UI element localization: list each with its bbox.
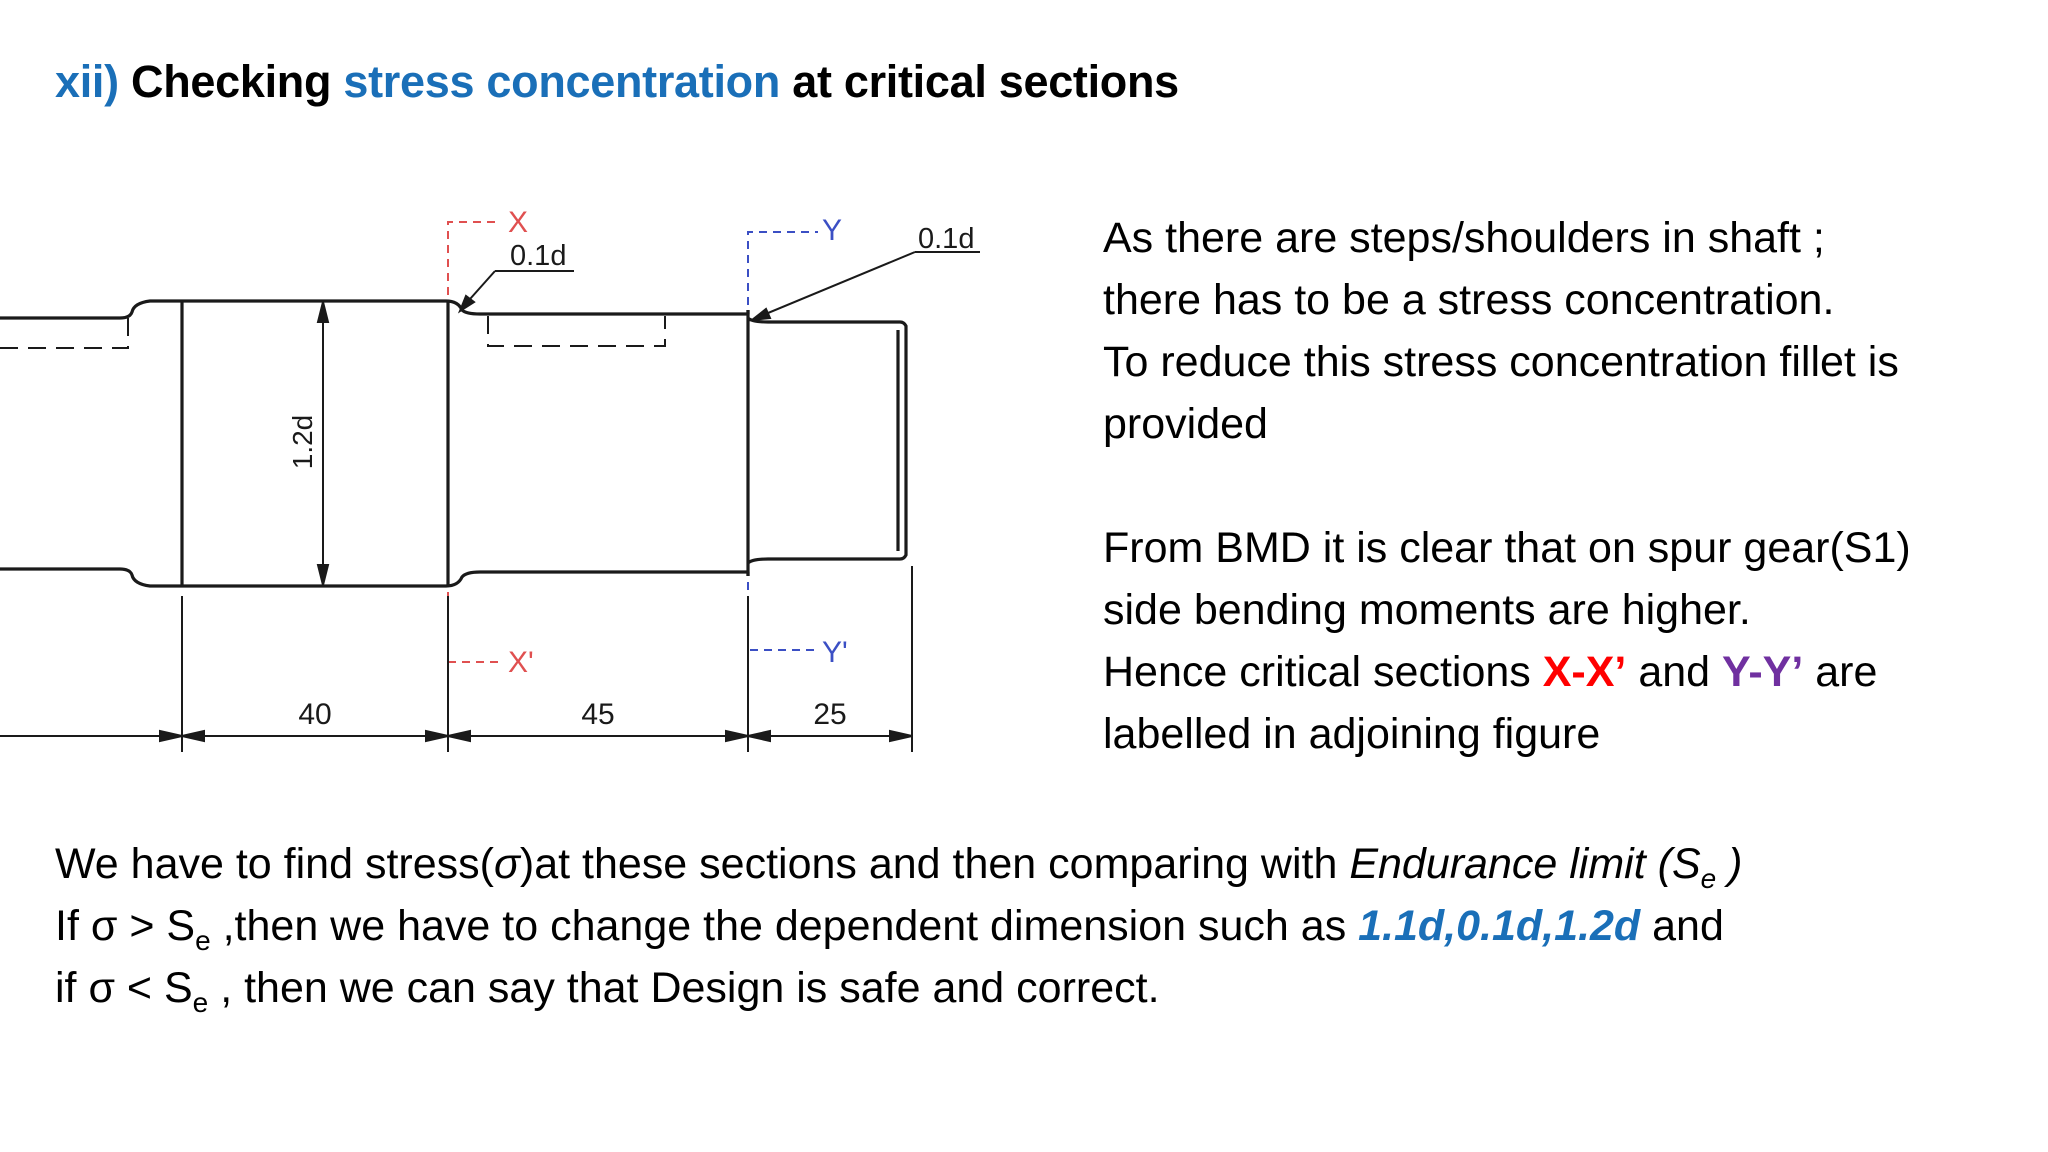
explanation-line: provided <box>1103 400 1268 448</box>
section-x-name: X-X’ <box>1542 648 1627 696</box>
explanation-text <box>1103 207 2033 765</box>
critical-post: are <box>1803 648 1878 696</box>
dimension-25: 25 <box>813 698 847 731</box>
paragraph-gap <box>1103 455 2033 517</box>
section-x-bottom-label: X' <box>508 646 534 679</box>
text-span: ) <box>1716 840 1743 888</box>
fillet-x-label: 0.1d <box>510 240 567 272</box>
subscript-e: e <box>192 987 209 1018</box>
text-span: , then we can say that Design is safe and correct. <box>208 964 1160 1012</box>
text-span: and <box>1640 902 1724 950</box>
extension-lines <box>182 566 912 752</box>
diameter-dimension <box>318 302 328 585</box>
shaft-outline <box>0 301 906 586</box>
explanation-line: labelled in adjoining figure <box>1103 710 1601 758</box>
section-y-name: Y-Y’ <box>1722 648 1804 696</box>
conclusion-line-2 <box>55 895 2035 957</box>
explanation-line: From BMD it is clear that on spur gear(S1) <box>1103 524 1911 572</box>
explanation-line: As there are steps/shoulders in shaft ; <box>1103 214 1825 262</box>
text-span: If σ > S <box>55 902 196 950</box>
title-part2: at critical sections <box>792 56 1179 107</box>
section-x-lines <box>448 222 500 662</box>
section-y-top-label: Y <box>822 214 843 247</box>
slide-title <box>55 56 1179 108</box>
title-part1: Checking <box>131 56 332 107</box>
title-highlight: stress concentration <box>343 56 781 107</box>
length-dimensions <box>0 731 912 741</box>
dimension-40: 40 <box>298 698 332 731</box>
conclusion-line-3 <box>55 957 2035 1019</box>
subscript-e: e <box>195 925 211 956</box>
explanation-line: To reduce this stress concentration fillet is <box>1103 338 1899 386</box>
critical-pre: Hence critical sections <box>1103 648 1543 696</box>
conclusion-text <box>55 833 2035 1019</box>
explanation-line: side bending moments are higher. <box>1103 586 1751 634</box>
critical-mid: and <box>1626 648 1723 696</box>
explanation-line: there has to be a stress concentration. <box>1103 276 1835 324</box>
section-y-bottom-label: Y' <box>822 636 848 669</box>
fillet-y-label: 0.1d <box>918 223 975 255</box>
section-y-lines <box>748 232 818 650</box>
shaft-diagram <box>0 195 1000 765</box>
diameter-label: 1.2d <box>287 414 318 470</box>
title-prefix: xii) <box>55 56 119 107</box>
dimension-45: 45 <box>581 698 615 731</box>
text-span: if σ < S <box>55 964 193 1012</box>
text-span: ,then we have to change the dependent dimension such as <box>210 902 1359 950</box>
sigma-symbol: σ <box>493 840 520 888</box>
keyway-hidden-lines <box>0 316 665 348</box>
text-span: )at these sections and then comparing with <box>519 840 1350 888</box>
critical-sections-line <box>1103 641 2033 703</box>
dependent-dimensions: 1.1d,0.1d,1.2d <box>1358 902 1641 950</box>
section-x-top-label: X <box>508 206 529 239</box>
conclusion-line-1 <box>55 833 2035 895</box>
endurance-limit: Endurance limit (S <box>1349 840 1701 888</box>
subscript-e: e <box>1700 863 1717 894</box>
text-span: We have to find stress( <box>55 840 494 888</box>
